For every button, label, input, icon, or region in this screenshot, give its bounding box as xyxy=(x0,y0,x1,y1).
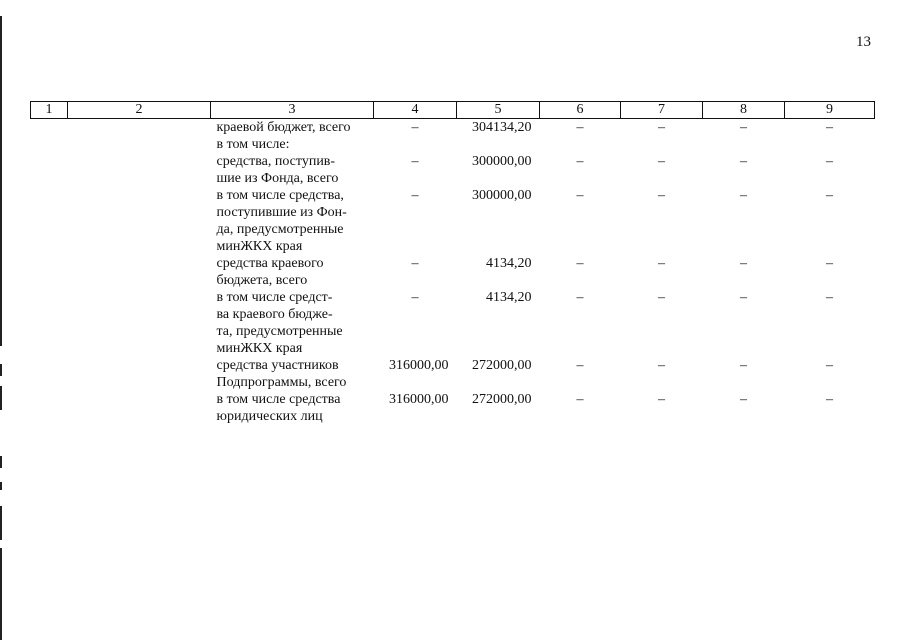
table-row xyxy=(31,153,875,187)
value-cell-c5: 300000,00 xyxy=(472,154,532,169)
value-cell-c4 xyxy=(374,136,457,153)
value-cell-c4: – xyxy=(411,154,419,169)
empty-cell xyxy=(31,255,68,289)
value-cell-c8 xyxy=(703,136,785,153)
value-cell-c9: – xyxy=(826,154,833,169)
scan-margin-mark xyxy=(0,506,2,540)
column-number-header: 3 xyxy=(211,102,374,119)
description-line: минЖКХ края xyxy=(216,341,303,356)
value-cell-c4: – xyxy=(411,256,419,271)
value-cell-c5: 4134,20 xyxy=(486,290,532,305)
value-cell-c8: – xyxy=(740,154,747,169)
value-cell-c6 xyxy=(540,136,621,153)
scan-margin-line xyxy=(0,16,2,346)
description-line: да, предусмотренные xyxy=(216,222,344,237)
row-description xyxy=(211,255,374,289)
row-description xyxy=(211,187,374,255)
value-cell-c4: – xyxy=(411,188,419,203)
value-cell-c5: 300000,00 xyxy=(472,188,532,203)
value-cell-c7: – xyxy=(658,256,665,271)
column-number-header: 4 xyxy=(374,102,457,119)
description-line: средства участников xyxy=(216,358,339,373)
value-cell-c9: – xyxy=(826,392,833,407)
value-cell-c6: – xyxy=(576,154,584,169)
value-cell-c5: 4134,20 xyxy=(486,256,532,271)
table-row xyxy=(31,187,875,255)
column-number-header: 1 xyxy=(31,102,68,119)
description-line: бюджета, всего xyxy=(216,273,308,288)
row-description xyxy=(211,153,374,187)
value-cell-c7: – xyxy=(658,290,665,305)
scan-margin-mark xyxy=(0,364,2,376)
value-cell-c7: – xyxy=(658,392,665,407)
value-cell-c4: 316000,00 xyxy=(389,358,449,373)
row-description xyxy=(211,119,374,137)
value-cell-c9: – xyxy=(826,358,833,373)
empty-cell xyxy=(68,153,211,187)
description-line: в том числе средст- xyxy=(216,290,333,305)
value-cell-c8: – xyxy=(740,392,747,407)
table-row xyxy=(31,391,875,425)
value-cell-c8: – xyxy=(740,358,747,373)
column-number-header: 7 xyxy=(621,102,703,119)
value-cell-c7: – xyxy=(658,120,665,135)
table-header-row xyxy=(31,102,875,119)
column-number-header: 9 xyxy=(785,102,875,119)
value-cell-c8: – xyxy=(740,256,747,271)
scan-margin-mark xyxy=(0,386,2,410)
value-cell-c7: – xyxy=(658,358,665,373)
description-line: краевой бюджет, всего xyxy=(216,120,351,135)
row-description xyxy=(211,289,374,357)
description-line: поступившие из Фон- xyxy=(216,205,347,220)
empty-cell xyxy=(31,153,68,187)
description-line: юридических лиц xyxy=(216,409,323,424)
description-line: в том числе средства xyxy=(216,392,341,407)
value-cell-c6: – xyxy=(576,358,584,373)
value-cell-c6: – xyxy=(576,290,584,305)
value-cell-c7: – xyxy=(658,154,665,169)
empty-cell xyxy=(68,187,211,255)
column-number-header: 2 xyxy=(68,102,211,119)
description-line: минЖКХ края xyxy=(216,239,303,254)
row-description xyxy=(211,136,374,153)
table-row xyxy=(31,255,875,289)
empty-cell xyxy=(68,391,211,425)
empty-cell xyxy=(68,136,211,153)
value-cell-c8: – xyxy=(740,290,747,305)
table-row xyxy=(31,289,875,357)
value-cell-c4: – xyxy=(411,120,419,135)
value-cell-c5: 304134,20 xyxy=(472,120,532,135)
column-number-header: 8 xyxy=(703,102,785,119)
value-cell-c9: – xyxy=(826,120,833,135)
page-number: 13 xyxy=(856,34,871,50)
table-body xyxy=(31,119,875,426)
value-cell-c7: – xyxy=(658,188,665,203)
description-line: ва краевого бюдже- xyxy=(216,307,333,322)
empty-cell xyxy=(31,119,68,137)
table-row xyxy=(31,136,875,153)
value-cell-c9: – xyxy=(826,188,833,203)
value-cell-c5: 272000,00 xyxy=(472,358,532,373)
description-line: в том числе: xyxy=(216,137,290,152)
value-cell-c7 xyxy=(621,136,703,153)
row-description xyxy=(211,357,374,391)
scan-margin-mark xyxy=(0,482,2,490)
empty-cell xyxy=(68,289,211,357)
scan-margin-mark xyxy=(0,548,2,640)
description-line: Подпрограммы, всего xyxy=(216,375,347,390)
scan-margin-mark xyxy=(0,456,2,468)
value-cell-c4: 316000,00 xyxy=(389,392,449,407)
empty-cell xyxy=(31,289,68,357)
column-number-header: 5 xyxy=(457,102,540,119)
empty-cell xyxy=(31,136,68,153)
description-line: в том числе средства, xyxy=(216,188,344,203)
table-row xyxy=(31,119,875,137)
value-cell-c8: – xyxy=(740,188,747,203)
description-line: шие из Фонда, всего xyxy=(216,171,339,186)
empty-cell xyxy=(31,187,68,255)
value-cell-c4: – xyxy=(411,290,419,305)
budget-table xyxy=(30,101,875,425)
empty-cell xyxy=(31,357,68,391)
table-row xyxy=(31,357,875,391)
value-cell-c9: – xyxy=(826,290,833,305)
description-line: средства, поступив- xyxy=(216,154,336,169)
column-number-header: 6 xyxy=(540,102,621,119)
value-cell-c6: – xyxy=(576,256,584,271)
empty-cell xyxy=(31,391,68,425)
value-cell-c5: 272000,00 xyxy=(472,392,532,407)
description-line: средства краевого xyxy=(216,256,324,271)
value-cell-c5 xyxy=(457,136,540,153)
value-cell-c9: – xyxy=(826,256,833,271)
row-description xyxy=(211,391,374,425)
value-cell-c6: – xyxy=(576,120,584,135)
value-cell-c6: – xyxy=(576,392,584,407)
empty-cell xyxy=(68,255,211,289)
value-cell-c6: – xyxy=(576,188,584,203)
value-cell-c9 xyxy=(785,136,875,153)
empty-cell xyxy=(68,357,211,391)
description-line: та, предусмотренные xyxy=(216,324,343,339)
value-cell-c8: – xyxy=(740,120,747,135)
empty-cell xyxy=(68,119,211,137)
